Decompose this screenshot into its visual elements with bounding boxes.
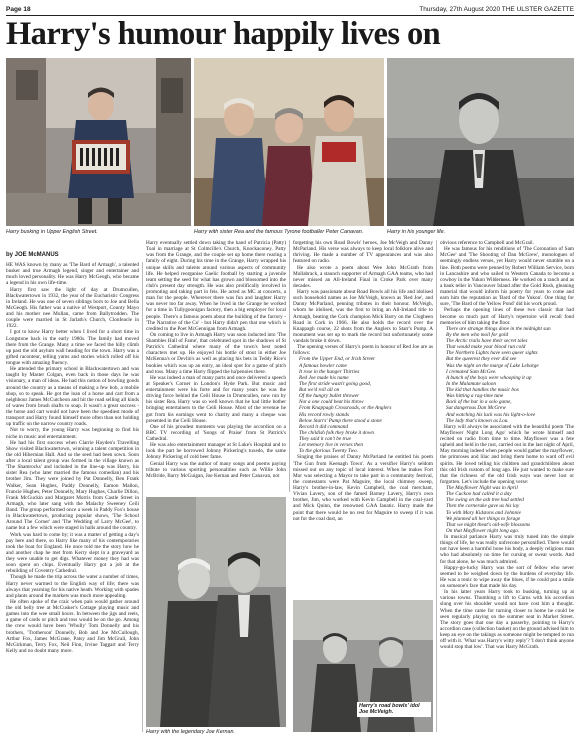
- photo-with-sister-caption: Harry with sister Rea and the famous Tyrone footballer Peter Canavan.: [194, 229, 364, 235]
- issue-date-line: Thursday, 27th August 2020 THE ULSTER GAZETTE: [419, 6, 574, 13]
- article-byline: by JOE McMANUS: [6, 252, 59, 258]
- paragraph: Harry eventually settled down taking the hand of Patricia (Patty) Toal in marriage at St Colmcille's Church, Knockaconey. Patty was from the Grange, and the couple set up home there rearing a family of eight. During his time in the Grange, Harry wrapped his unique skills and talents around various aspects of community life. He helped reorganise Gaelic football by starting a juvenile team setting the seed for what has grown and blossomed into the club's present day strength. He was also prolifically involved in promoting and taking part in feis. He acted as MC at concerts, a man for the people. Wherever there was fun and laughter Harry was never too far away. When he lived in the Grange he worked for a time in Tullygoonigan factory, then a big employer for local people. There's a famous poem about the building of the factory - 'The Narrative of the Co' - but Harry didn't pen that one which is credited to the Poet McGennigan from Armagh.: [146, 240, 286, 332]
- paragraph: Not to worry, the young Harry was beginning to find his niche in music and entertainment.: [6, 427, 139, 440]
- paragraph: Harry was passionate about Road Bowls all his life and idolised such household names as Joe McVeigh, known as 'Red Joe', and Danny McParland, penning tributes in their honour. McVeigh, whom he idolised, was the first to bring an All-Ireland title to Armagh, beating the Cork champion Mick Barry on the Clogheen Road in Cork in 1966. He also holds the record over the Knappagh course, 22 shots from the Anglers to Starr's Pump. A monument was set up to mark the record but unfortunately some vandals broke it down.: [293, 289, 433, 344]
- paragraph: obvious reference to Campbell and McGrail.: [440, 240, 534, 246]
- article-column-4: [440, 240, 574, 732]
- photo-with-kernan-caption: Harry with the legendary Joe Kernan.: [146, 729, 286, 735]
- paragraph: He had his first success when Clarrie Hayden's Travelling Show visited Blackwatertown, winning a talent competition in the old Hibernian Hall. And so the seed had been sown. Soon after a local talent group was formed in the village known as 'The Shamrocks' and included in the line-up was Harry, his sister Rea (who later married the famous comedian) and his brother Jim. They were joined by Pat Donnelly, Ben Frank Walker, Sean Hughes, Paddy Donnelly, Eamon Mallon, Francie Hughes, Peter Donnelly, Mary Hughes, Charlie Dillon, Frank McGuckin and Margaret Morris from Castle Street in Armagh, who later sang with the Malachy Sweeney Ceili Band. The group performed once a week in Paddy Fox's house in Blackwatertown, producing popular shows, 'The School Around The Corner' and 'The Wedding of Larry McGee', to name but a few which were staged in halls around the country.: [6, 439, 139, 532]
- paragraph: Harry will always be associated with the beautiful poem 'The Mayflower Night Long Ago' which he wrote himself and recited on radio from time to time. Mayflower was a fete upheld and held in the rust, carried out in the last night of April, May morning indeed when people would gather the mayflower, the primroses and lilac and bring them home to ward off evil spirits. He loved telling his children and grandchildren about this old Irish custom of long ago. He just wanted to make sure that the richness of the old Irish ways was never lost or forgotten. Let's include the opening verse:: [440, 423, 574, 485]
- photo-with-joe-kernan: [146, 497, 286, 727]
- paragraph: The opening verses of Harry's poem in honour of Red Joe are as follows:: [293, 344, 433, 357]
- paragraph: He was famous for his renditions of 'The Coronation of Sam McGee' and 'The Shooting of Dan McGrew', monologues of seemingly endless verses, yet Harry would never stumble on a line. Both poems were penned by Robert William Service, born in Lancashire and who sailed to Western Canada to become a cowboy in the Yukon Wilderness. He worked on a ranch and as a bank teller in Vancouver Island after the Gold Rush, gleaning material that would inform his poetry for years to come and earn him the reputation as 'Bard of the Yukon'. One thing for sure, 'The Bard of the Yellow Pond' did his work proud.: [440, 246, 574, 308]
- photo-busking: [6, 58, 191, 226]
- paragraph: Singing the praises of Danny McParland he entitled his poem 'The Gun from Keenagh Town'. As a versifier Harry's seldom missed out on any topic of local interest. When he makes Fort Mor was selecting a Mayor to take part in a community festival, the contestants were Pat Maguire, the local chimney sweep, Harry's brother-in-law, Kevin Campbell, the coal merchant, Vivian Lavery, son of the famed Barney Lavery, Harry's own brother, Jim, who worked with Kevin Campbell in the coal-yard and Mick Quinn, the renowned GAA fanatic. Harry made the point that there would be no rest for Maguire to sweep if it was not for the coal dust, an: [293, 454, 433, 522]
- article-column-3: [293, 240, 433, 596]
- photo-with-sister-and-canavan: [194, 58, 384, 226]
- column-divider: [436, 240, 437, 732]
- paragraph: He was indeed a man of many parts and once delivered a speech at Speaker's Corner in London's Hyde Park. But music and entertainment were his forte and for many years he was the driving force behind the Ceili House in Drumcullen, now run by his sister Rea. Harry was so well known that he had little bother bringing entertainers to the Ceili House. Most of the revenue he got from his earnings went to charity and many a cheque was presented in the Ceili House.: [146, 374, 286, 424]
- paragraph: In his latter years Harry took to busking, turning up at various towns. Thumbing a lift to Carns with his accordion slung over his shoulder would not have cost him a thought. When the time came for turning closer to home he could be seen regularly playing on the summer seat in Market Street. The story goes that one day a passerby, pointing to Harry's accordion case (collection basket) on the ground advised him to keep an eye on the takings as someone might be tempted to run off with it. 'What was Harry's witty reply'? 'I don't think anyone would stop that low'. That was Harry McGrath.: [440, 589, 574, 651]
- poem-verse: There are strange things done in the midnight sun By the men who moil for gold The Arctic trails have their secret tales That would make your blood run cold The Northern Lights have seen queer sights But the queerest they ever did see Was the night on the marge of Lake Lebarge I cremated Sam McGee. A bunch of the boys were whooping it up In the Malamute saloon The kid that handles the music box Was hitting a rag-time tune Back of the bar in a solo game, Sat dangerous Dan McGrew And watching his luck was his light-o-love The lady that's known as Lou.: [446, 325, 551, 424]
- photo-busking-caption: Harry busking in Upper English Street.: [6, 229, 98, 235]
- paragraph: One of his proudest moments was playing the accordion on a BBC TV recording of 'Songs of Praise' from St Patrick's Cathedral.: [146, 423, 286, 442]
- paragraph: In musical parlance Harry was truly tuned into the simple things of life, he was really unfrecone personified. There would not have been a harmful bone his body, a deeply religious man who had absolutely no time for cursing or swear words. And for that alone, he was much admired.: [440, 534, 574, 565]
- photo-mcveigh-caption: Harry's road bowls' idol Joe McVeigh.: [357, 702, 431, 717]
- page-number: Page 18: [6, 6, 31, 13]
- column-divider: [142, 262, 143, 732]
- paragraph: HE WAS known by many as 'The Bard of Armagh', a talented busker and true Armagh legend, singer and entertainer and much loved personality. He was Harry McGeogh, who became a legend in his own life-time.: [6, 262, 139, 287]
- paragraph: Though he made the trip across the water a number of times, Harry never warmed to the English way of life; there was always that yearning for his native heath. Working with spades and plants around the markets was much more appealing.: [6, 574, 139, 599]
- article-headline: Harry's humour happily lives on: [6, 16, 441, 52]
- paragraph: forgetting his own Road Bowls' heroes, Joe McVeigh and Danny McParland. His verse was always to keep local folklore alive and thriving. He made a number of TV appearances and was also featured on radio.: [293, 240, 433, 265]
- poem-verse: The Mayflower Night was in April The Cuckoo had called it a day The swing on the ash tree had settled Then the cornerake gave us his lay To with Mary Kidstons and Johnnie We planned all her things to forage That we might theat's old-wife blossoms On that Mayflower night long ago.: [446, 485, 531, 534]
- paragraph: He attended the primary school in Blackwatertown and was taught by Master Colgan, even back in those days he was visionary, a man of ideas. He had this notion of bowling goods around the country as a means of making a few bob, a mobile shop, so to speak. He got the loan of a horse and cart from a neighbour James McCutcheon and hit the road selling all kinds of wares from brush shafts to soap. It wasn't a great success - the horse and cart would not have been the speediest mode of transport and Harry found himself more often than not holding up traffic on the narrow country roads.: [6, 366, 139, 428]
- paragraph: Perhaps the opening lines of these two classic that had become so much part of Harry's repertoire will recall fond memories of him taking the floor.: [440, 307, 574, 326]
- paragraph: He was also entertainment manager at St Luke's Hospital and to look the part he borrowed Johnny Pickering's tuxedo, the same Johnny Pickering of cold beer fame.: [146, 442, 286, 461]
- photo-younger-life: [387, 58, 574, 226]
- paragraph: Genial Harry was the author of many songs and poems paying tribute to various sporting personalities such as Willie John McBride, Barry McGuigan, Joe Kernan and Peter Canavan, not: [146, 460, 286, 479]
- paragraph: He also wrote a poem about Wee John McGrath from Mullabrack, a staunch supporter of Armagh GAA teams, who had never missed an All-Ireland Final in Croke Park over many decades.: [293, 264, 433, 289]
- article-column-2: [146, 240, 286, 492]
- paragraph: Harry first saw the light of day at Drumcullen, Blackwatertown in 1932, the year of the Eucharistic Congress in Ireland. He was one of seven siblings born to Joe and Bella McGeogh. His father was a native of Westport, County Mayo and his mother nee Mullan, came from Ballytrodden. The couple were married in St Jarlath's Church, Clonfeacle in 1922.: [6, 286, 139, 330]
- column-divider: [289, 240, 290, 492]
- paragraph: On coming to live in Armagh Harry was soon inducted into 'The Shambles Hall of Fame', that celebrated spot in the shadows of St Patrick's Cathedral where many of the town's best noted characters met up. He enjoyed his bottle of stout in either Joe McKenna's or Devlin's as well as placing his bets in Teddy Rice's bookies which was up an entry, an ideal spot for a game of pitch and toss. Many a time Harry flipped the ha'pennies there.: [146, 331, 286, 375]
- article-column-1: [6, 262, 139, 732]
- poem-verse: From the Upper End, or Irish Street A famous bowler came It rose in the hunger Thirties Red Joe made his name The first stride wasn't going good, But we'd roll all on Of the hungry bullet thrower Not a one could beat his throw From Knappagh Crossroads, or the Anglers His record rowly stands Below Starrs' Pump there stood a stone Record it did command The childish folk they broke it down They said it can't be true Let memory live in verses then To the glorious Twenty Two.: [299, 356, 392, 455]
- paragraph: I got to know Harry better when I lived for a short time in Longstone back in the early 1980s. The family had moved there from the Grange. Many a time we faced the hilly climb up past the old asylum wall heading for the town. Harry was a gifted raconteur, telling yarns and stories which rolled off his tongue with amazing fluency.: [6, 329, 139, 366]
- paragraph: Happy-go-lucky Harry was the sort of fellow who never seemed to be weighed down by the burdens of everyday life. He was a tonic to wipe away the blues, if he could put a smile on someone's face that made his day.: [440, 564, 574, 589]
- paragraph: Work was hard to come by; it was a matter of getting a day's pay here and there, so Harry like many of his contemporaries took the boat for England. He once told me the story how he and another chap he met from Kerry slept in a graveyard as they were unable to get digs. Whatever money they had was soon spent on chips. Eventually Harry got a job at the rebuilding of Coventry Cathedral.: [6, 531, 139, 575]
- paragraph: He often spoke of the craic when pals would gather around the old belly tree at McCusker's Cottage playing music and games into the wee small hours. In between the jigs and reels, a game of cards or pitch and toss would be on the go. Among the crew would have been 'Wholly' Tom Donnelly and his brothers, 'Trotherson' Donnelly, Bob and Joe McCullough, Arthur Fox, James McGrane, Patsy and Jim McGrail, John McGirkman, Terry Fox, Neil Finn, Irvine Taggart and Terry Kelly and no doubt many more.: [6, 598, 139, 654]
- photo-younger-life-caption: Harry in his younger life.: [387, 229, 446, 235]
